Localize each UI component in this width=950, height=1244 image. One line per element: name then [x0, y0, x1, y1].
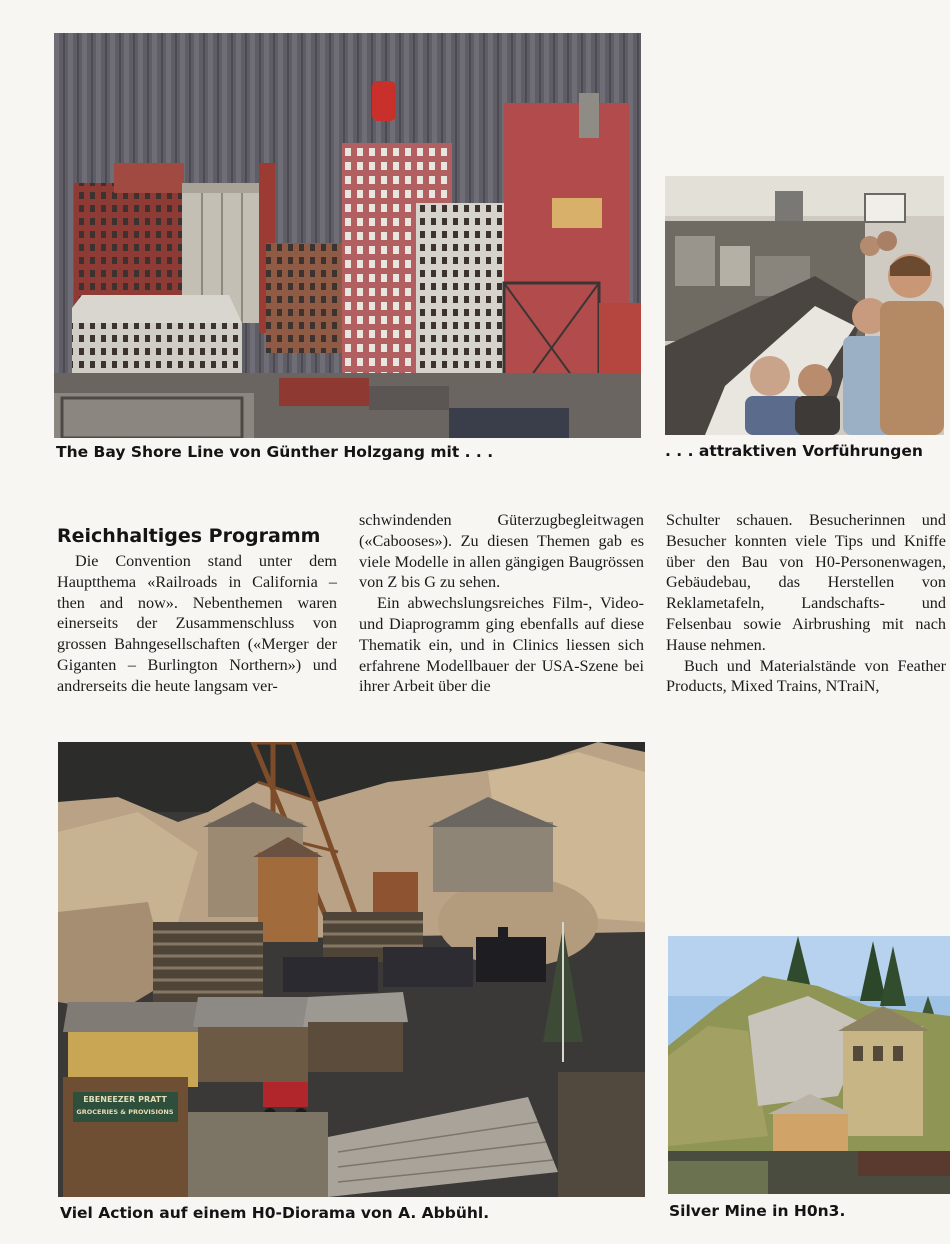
article-paragraph: Die Convention stand unter dem Hauptthema «Railroads in California – then and now». Nebenthemen waren einerseits der Zusammenschluss von grossen Bahngesellschaften («Merger der Giganten – Burlington Northern») und andrerseits die heute langsam ver-: [57, 552, 337, 695]
article-paragraph: Schulter schauen. Besucherinnen und Besucher konnten viele Tips und Kniffe über den Bau von H0-Personenwagen, Gebäudebau, das Herstellen von Reklametafeln, Landschafts- und Felsenbau sowie Airbrushing mit nach Hause nehmen.: [666, 511, 946, 654]
photo-h0-diorama: [58, 742, 645, 1197]
photo-bay-shore-line: [54, 33, 641, 438]
article-heading: Reichhaltiges Programm: [57, 525, 321, 547]
photo-silver-mine: [668, 936, 950, 1194]
caption-bay-shore-line: The Bay Shore Line von Günther Holzgang mit . . .: [56, 443, 494, 461]
store-sign: [72, 1093, 178, 1123]
caption-audience: . . . attraktiven Vorführungen: [665, 442, 923, 460]
article-column-3: [666, 510, 946, 697]
caption-silver-mine: Silver Mine in H0n3.: [669, 1202, 846, 1220]
article-paragraph: schwindenden Güterzugbegleitwagen («Cabooses»). Zu diesen Themen gab es viele Modelle in allen gängigen Baugrössen von Z bis G zu sehen.: [359, 511, 644, 592]
store-sign-line1: EBENEEZER PRATT: [83, 1095, 167, 1104]
article-column-1: [57, 523, 337, 697]
article-paragraph: Ein abwechslungsreiches Film-, Video- und Diaprogramm ging ebenfalls auf diese Thematik ein, und in Clinics liessen sich erfahrene Modellbauer der USA-Szene bei ihrer Arbeit über die: [359, 594, 644, 696]
article-paragraph: Buch und Materialstände von Feather Products, Mixed Trains, NTraiN,: [666, 656, 946, 696]
photo-audience: [665, 176, 944, 435]
article-column-2: [359, 510, 644, 697]
caption-h0-diorama: Viel Action auf einem H0-Diorama von A. Abbühl.: [60, 1204, 490, 1222]
store-sign-line2: GROCERIES & PROVISIONS: [76, 1108, 174, 1116]
